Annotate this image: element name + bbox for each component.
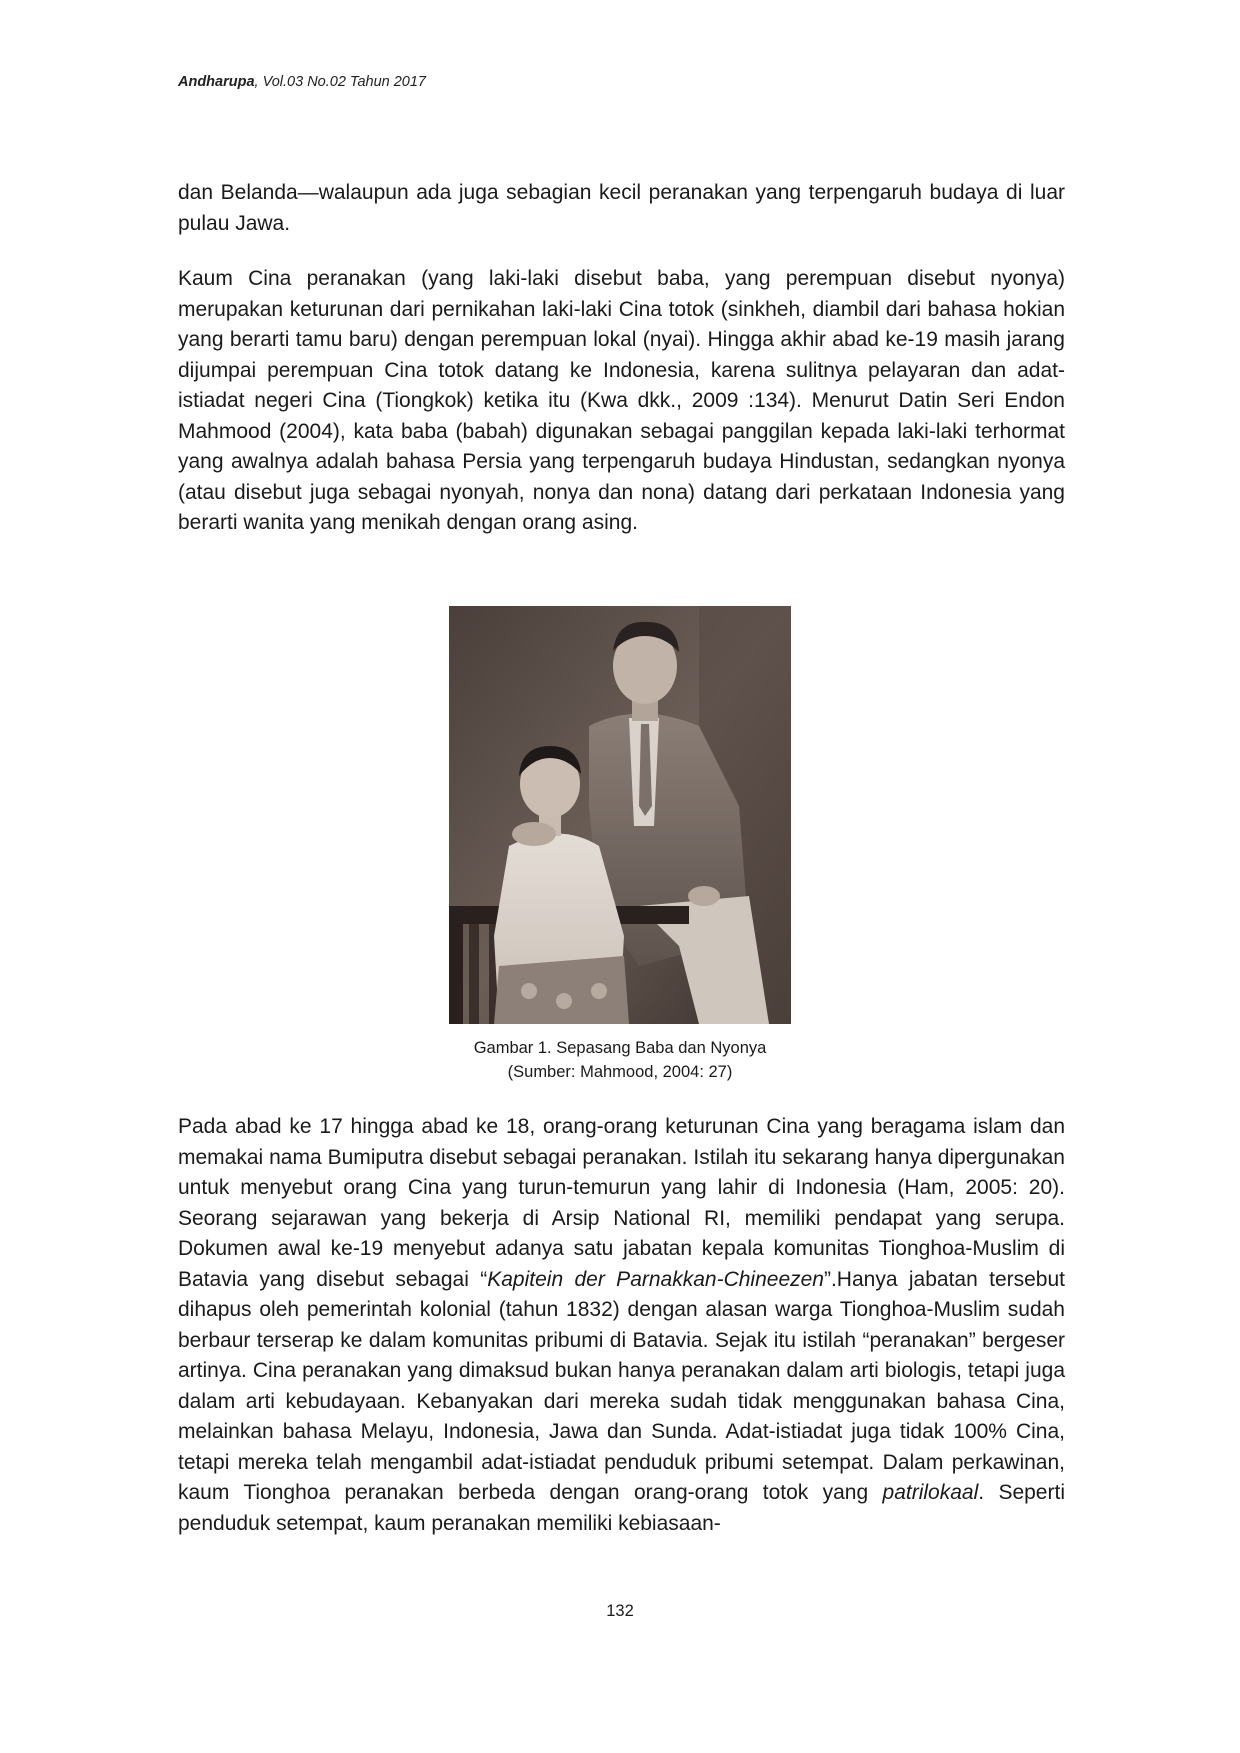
figure-photo (449, 606, 791, 1024)
paragraph-1: dan Belanda—walaupun ada juga sebagian kecil peranakan yang terpengaruh budaya di luar pulau Jawa. (178, 181, 1065, 235)
paragraph-3-text-b: ”.Hanya jabatan tersebut dihapus oleh pemerintah kolonial (tahun 1832) dengan alasan warga Tionghoa-Muslim sudah berbaur terserap ke dalam komunitas pribumi di Batavia. Sejak itu istilah “peranakan” bergeser artinya. Cina peranakan yang dimaksud bukan hanya peranakan dalam arti biologis, tetapi juga dalam arti kebudayaan. Kebanyakan dari mereka sudah tidak menggunakan bahasa Cina, melainkan bahasa Melayu, Indonesia, Jawa dan Sunda. Adat-istiadat juga tidak 100% Cina, tetapi mereka telah mengambil adat-istiadat penduduk pribumi setempat. Dalam perkawinan, kaum Tionghoa peranakan berbeda dengan orang-orang totok yang (178, 1267, 1065, 1504)
figure-caption-title: Gambar 1. Sepasang Baba dan Nyonya (473, 1039, 767, 1057)
paragraph-3-text-a: Pada abad ke 17 hingga abad ke 18, orang-orang keturunan Cina yang beragama islam dan memakai nama Bumiputra disebut sebagai peranakan. Istilah itu sekarang hanya dipergunakan untuk menyebut orang Cina yang turun-temurun yang lahir di Indonesia (Ham, 2005: 20). Seorang sejarawan yang bekerja di Arsip National RI, memiliki pendapat yang serupa. Dokumen awal ke-19 menyebut adanya satu jabatan kepala komunitas Tionghoa-Muslim di Batavia yang disebut sebagai “ (178, 1115, 1065, 1291)
paragraph-3-italic-term-b: patrilokaal (882, 1481, 979, 1504)
paragraph-3-text-c: . Seperti penduduk setempat, kaum peranakan memiliki kebiasaan- (178, 1481, 1065, 1535)
paragraph-3-italic-term-a: Kapitein der Parnakkan-Chineezen (487, 1267, 824, 1291)
journal-volume: , Vol.03 No.02 Tahun 2017 (254, 74, 426, 90)
figure-caption-source: (Sumber: Mahmood, 2004: 27) (507, 1063, 733, 1081)
paragraph-3 (178, 1112, 1065, 1539)
baba-nyonya-photo (449, 606, 791, 1024)
paragraph-2: Kaum Cina peranakan (yang laki-laki disebut baba, yang perempuan disebut nyonya) merupakan keturunan dari pernikahan laki-laki Cina totok (sinkheh, diambil dari bahasa hokian yang berarti tamu baru) dengan perempuan lokal (nyai). Hingga akhir abad ke-19 masih jarang dijumpai perempuan Cina totok datang ke Indonesia, karena sulitnya pelayaran dan adat-istiadat negeri Cina (Tiongkok) ketika itu (Kwa dkk., 2009 :134). Menurut Datin Seri Endon Mahmood (2004), kata baba (babah) digunakan sebagai panggilan kepada laki-laki terhormat yang awalnya adalah bahasa Persia yang terpengaruh budaya Hindustan, sedangkan nyonya (atau disebut juga sebagai nyonyah, nonya dan nona) datang dari perkataan Indonesia yang berarti wanita yang menikah dengan orang asing. (178, 267, 1065, 534)
running-head (178, 74, 426, 90)
page-number: 132 (606, 1602, 634, 1620)
journal-name: Andharupa (178, 74, 255, 90)
